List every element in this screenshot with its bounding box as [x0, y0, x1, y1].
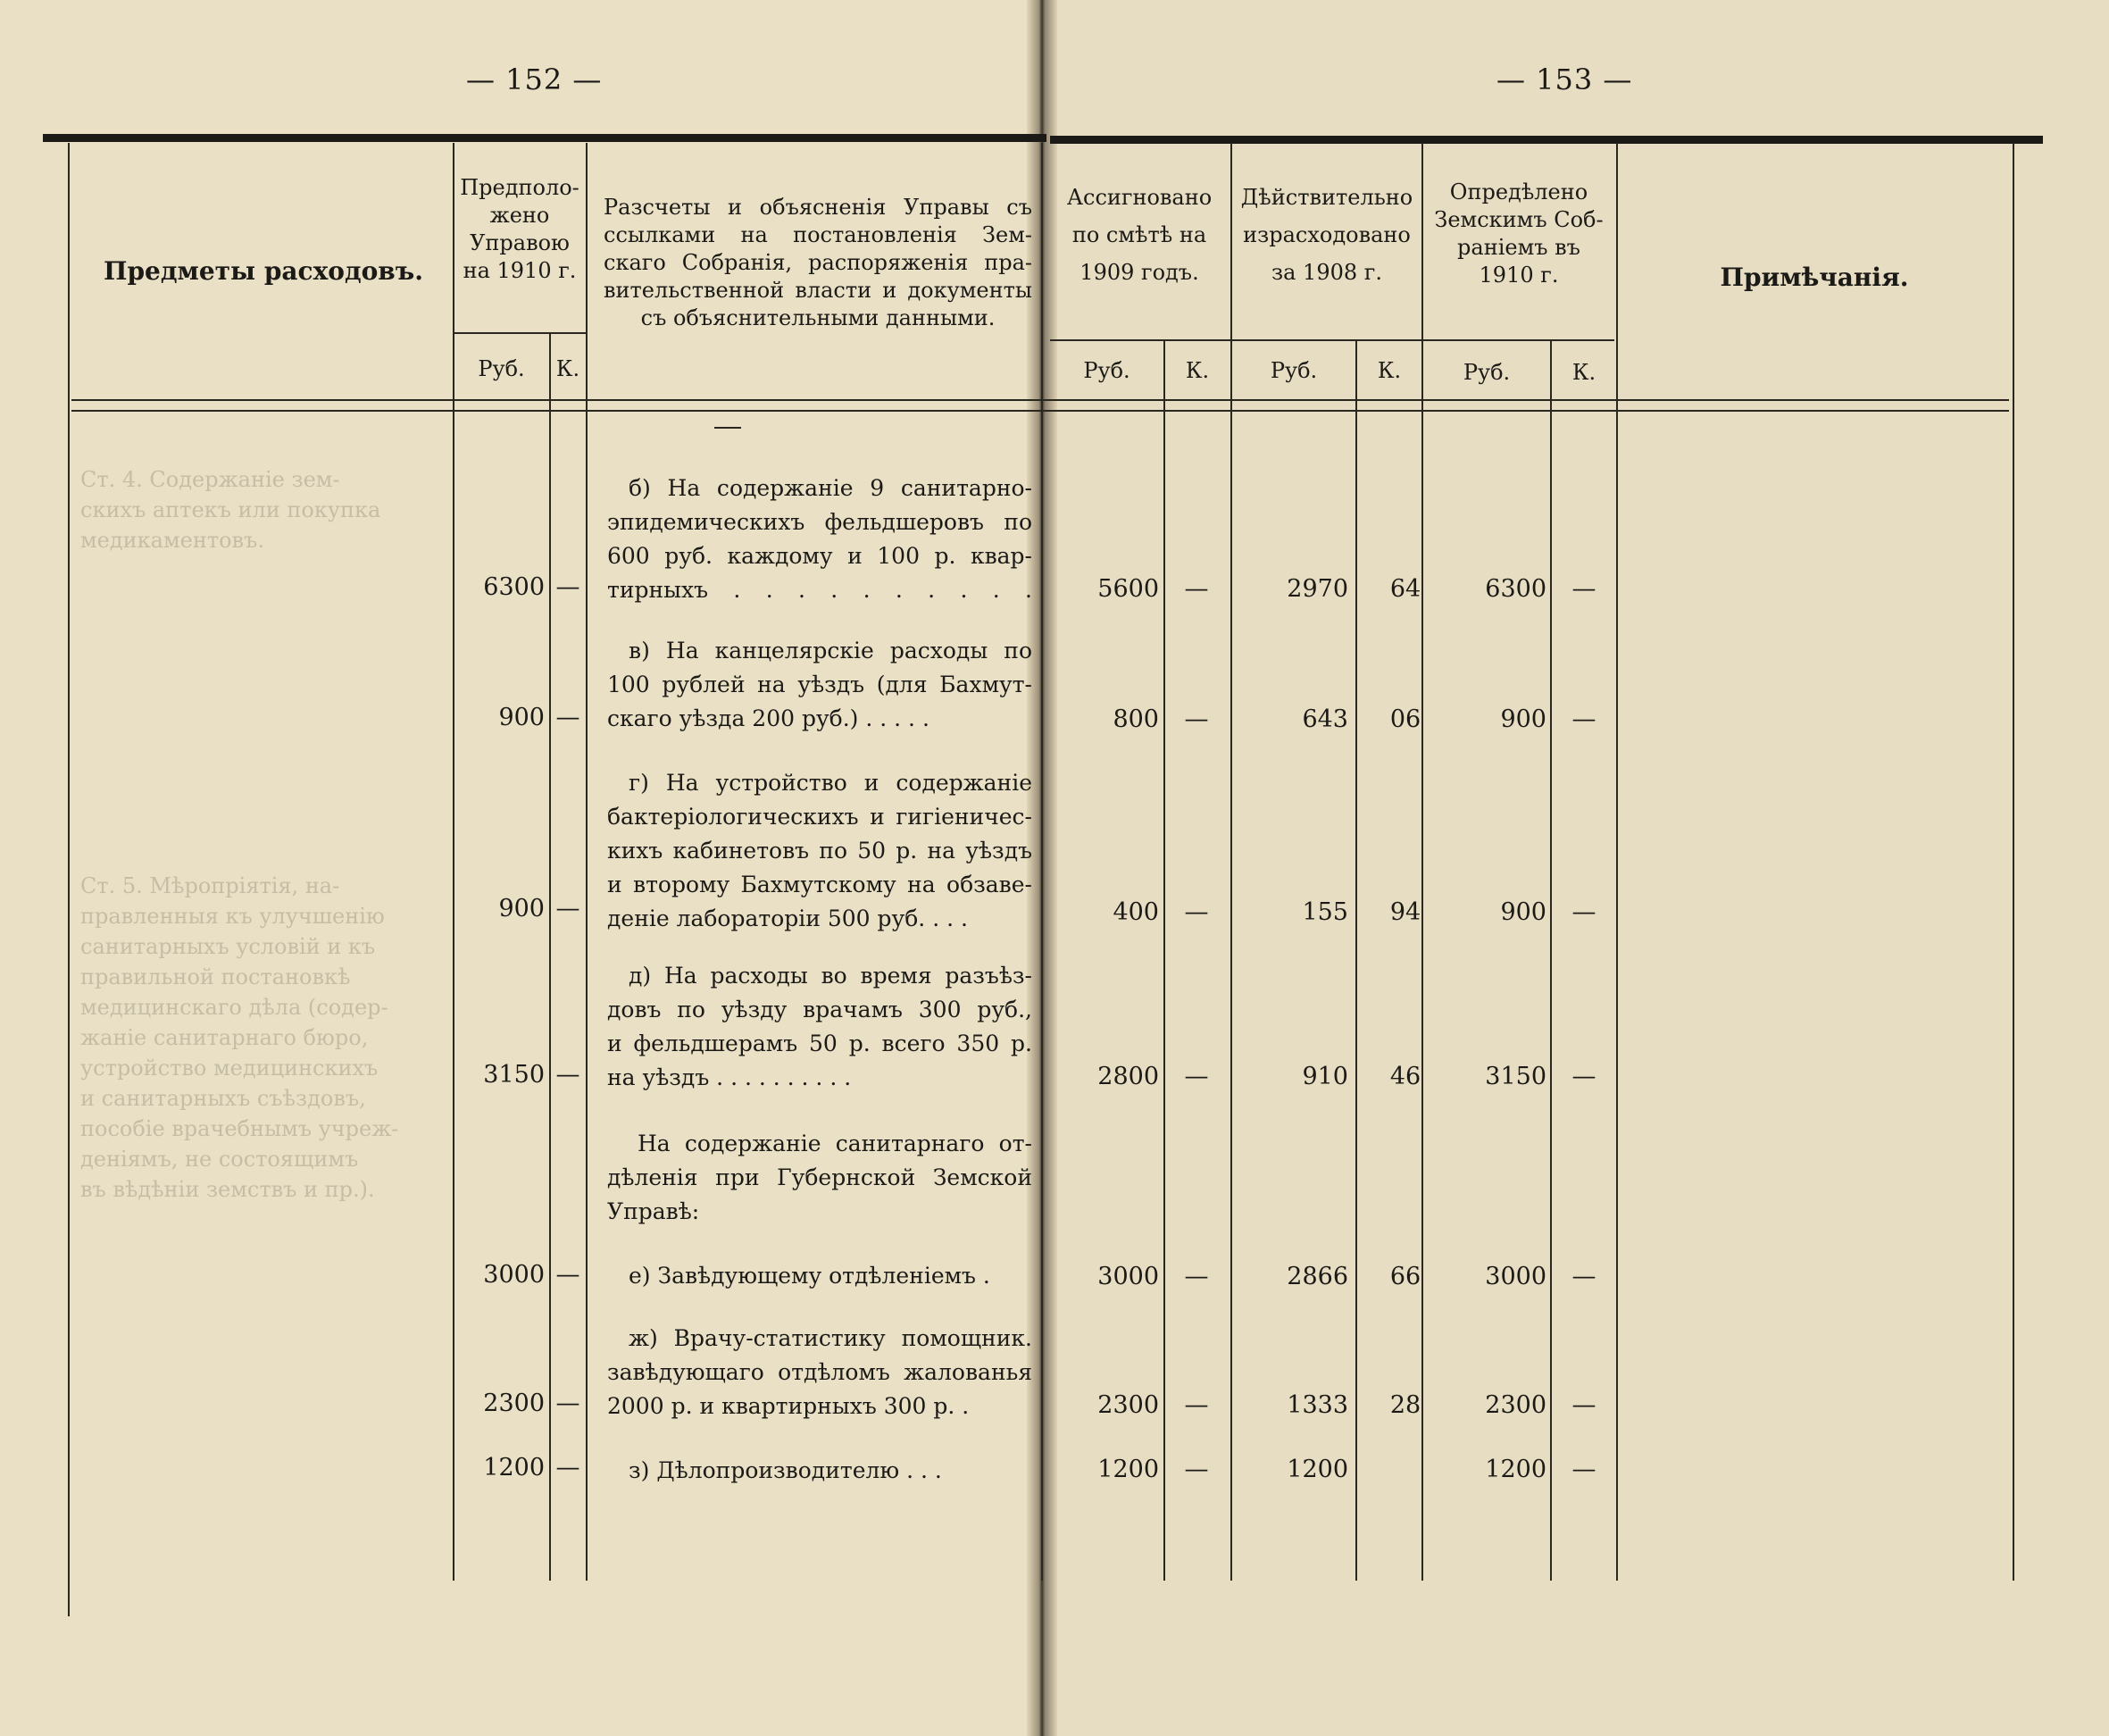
section-sanitary-dept: На содержаніе санитарнаго от- дѣленія при Губернской Земской Управѣ:	[607, 1131, 1032, 1224]
row-zh-assigned-kop: —	[1184, 1391, 1209, 1419]
row-g-det-kop: —	[1571, 898, 1596, 926]
row-g-spent-rub: 155	[1302, 898, 1348, 926]
row-v-proposed-rub: 900	[498, 704, 545, 731]
row-zh-text: ж) Врачу-статистику помощник. завѣдующаго отдѣломъ жалованья 2000 р. и квартирныхъ 300 р. .	[607, 1325, 1032, 1419]
row-b-proposed-kop: —	[555, 573, 580, 601]
header-assigned: Ассигновано по смѣтѣ на 1909 годъ.	[1066, 185, 1213, 285]
row-b-assigned-kop: —	[1184, 575, 1209, 603]
row-v-text: в) На канцелярскіе расходы по 100 рублей на уѣздъ (для Бахмут- скаго уѣзда 200 руб.) . . . . .	[607, 638, 1032, 731]
row-e-det-kop: —	[1571, 1263, 1596, 1290]
row-b-text: б) На содержаніе 9 санитарно- эпидемическихъ фельдшеровъ по 600 руб. каждому и 100 р. квар- тирныхъ . . . . . . . . . .	[607, 475, 1032, 603]
row-z-det-rub: 1200	[1485, 1456, 1546, 1483]
header-items: Предметы расходовъ.	[104, 256, 423, 286]
row-d-det-kop: —	[1571, 1063, 1596, 1090]
row-g-assigned-kop: —	[1184, 898, 1209, 926]
row-e-det-rub: 3000	[1485, 1263, 1546, 1290]
row-g-proposed-rub: 900	[498, 895, 545, 922]
row-e-spent-kop: 66	[1389, 1263, 1421, 1290]
row-e-assigned-rub: 3000	[1097, 1263, 1159, 1290]
row-b-spent-rub: 2970	[1287, 575, 1348, 603]
col-line-3	[586, 143, 588, 1581]
row-b-det-kop: —	[1571, 575, 1596, 603]
divider-dash	[714, 427, 741, 429]
subhdr-spent-rub: Руб.	[1270, 358, 1318, 383]
header-rule-1	[71, 399, 2009, 401]
col-line-9	[1550, 339, 1552, 1581]
row-zh-spent-kop: 28	[1389, 1391, 1421, 1419]
row-z-assigned-kop: —	[1184, 1456, 1209, 1483]
col-line-7	[1355, 339, 1357, 1581]
subhdr-assigned-kop: К.	[1185, 358, 1210, 383]
subhdr-proposed-kop: К.	[555, 356, 580, 381]
row-v-spent-kop: 06	[1389, 705, 1421, 733]
subhdr-rule-right	[1050, 339, 1614, 341]
row-zh-spent-rub: 1333	[1287, 1391, 1348, 1419]
page-number-right: — 153 —	[1496, 63, 1633, 96]
header-determined: Опредѣлено Земскимъ Соб- раніемъ въ 1910 г.	[1434, 179, 1604, 288]
row-z-text: з) Дѣлопроизводителю . . .	[629, 1457, 942, 1483]
bleed-through-left-2: Ст. 5. Мѣропріятія, на- правленныя къ улучшенію санитарныхъ условій и къ правильной постановкѣ медицинскаго дѣла (содер- жаніе санитарнаго бюро, устройство медицинскихъ и санитарныхъ съѣздовъ, пособіе врачебнымъ учреж- деніямъ, не состоящимъ въ вѣдѣніи земствъ и пр.).	[80, 873, 399, 1202]
row-zh-assigned-rub: 2300	[1097, 1391, 1159, 1419]
row-d-det-rub: 3150	[1485, 1063, 1546, 1090]
row-d-assigned-kop: —	[1184, 1063, 1209, 1090]
bleed-through-left: Ст. 4. Содержаніе зем- скихъ аптекъ или покупка медикаментовъ.	[80, 467, 381, 553]
row-z-proposed-rub: 1200	[483, 1454, 545, 1481]
row-e-proposed-rub: 3000	[483, 1261, 545, 1289]
row-zh-det-kop: —	[1571, 1391, 1596, 1419]
row-zh-det-rub: 2300	[1485, 1391, 1546, 1419]
row-g-assigned-rub: 400	[1113, 898, 1159, 926]
row-v-assigned-kop: —	[1184, 705, 1209, 733]
col-line-0	[68, 143, 70, 1616]
row-v-det-kop: —	[1571, 705, 1596, 733]
row-e-spent-rub: 2866	[1287, 1263, 1348, 1290]
header-explanations: Разсчеты и объясненія Управы съ ссылками на постановленія Зем- скаго Собранія, распоряженія пра- вительственной власти и документы съ объяснительными данными.	[604, 195, 1032, 330]
row-e-proposed-kop: —	[555, 1261, 580, 1289]
row-b-assigned-rub: 5600	[1097, 575, 1159, 603]
subhdr-proposed-rub: Руб.	[478, 356, 525, 381]
row-z-assigned-rub: 1200	[1097, 1456, 1159, 1483]
header-rule-2	[71, 410, 2009, 412]
col-line-11	[2013, 143, 2014, 1581]
row-v-proposed-kop: —	[555, 704, 580, 731]
header-notes: Примѣчанія.	[1720, 263, 1909, 292]
subhdr-rule-proposed	[454, 332, 586, 334]
row-zh-proposed-kop: —	[555, 1390, 580, 1417]
row-b-spent-kop: 64	[1389, 575, 1421, 603]
row-d-spent-rub: 910	[1302, 1063, 1348, 1090]
top-rule-right	[1050, 136, 2043, 144]
col-line-5	[1163, 339, 1165, 1581]
row-g-proposed-kop: —	[555, 895, 580, 922]
subhdr-det-rub: Руб.	[1463, 360, 1511, 385]
row-b-det-rub: 6300	[1485, 575, 1546, 603]
row-d-proposed-kop: —	[555, 1061, 580, 1089]
row-g-det-rub: 900	[1500, 898, 1546, 926]
row-d-text: д) На расходы во время разъѣз- довъ по уѣзду врачамъ 300 руб., и фельдшерамъ 50 р. всего 350 р. на уѣздъ . . . . . . . . . .	[607, 963, 1032, 1090]
row-z-det-kop: —	[1571, 1456, 1596, 1483]
page-number-left: — 152 —	[466, 63, 603, 96]
row-d-assigned-rub: 2800	[1097, 1063, 1159, 1090]
subhdr-spent-kop: К.	[1377, 358, 1402, 383]
row-z-proposed-kop: —	[555, 1454, 580, 1481]
row-e-text: е) Завѣдующему отдѣленіемъ .	[629, 1263, 990, 1289]
row-zh-proposed-rub: 2300	[483, 1390, 545, 1417]
top-rule-left	[43, 134, 1046, 142]
subhdr-assigned-rub: Руб.	[1083, 358, 1130, 383]
row-g-text: г) На устройство и содержаніе бактеріологическихъ и гигіеничес- кихъ кабинетовъ по 50 р. на уѣздъ и второму Бахмутскому на обзаве- деніе лабораторіи 500 руб. . . .	[607, 770, 1032, 931]
subhdr-det-kop: К.	[1571, 360, 1596, 385]
row-e-assigned-kop: —	[1184, 1263, 1209, 1290]
row-z-spent-rub: 1200	[1287, 1456, 1348, 1483]
row-g-spent-kop: 94	[1389, 898, 1421, 926]
row-v-spent-rub: 643	[1302, 705, 1348, 733]
row-b-proposed-rub: 6300	[483, 573, 545, 601]
col-line-4	[1041, 143, 1043, 1581]
row-d-spent-kop: 46	[1389, 1063, 1421, 1090]
row-d-proposed-rub: 3150	[483, 1061, 545, 1089]
row-v-det-rub: 900	[1500, 705, 1546, 733]
row-v-assigned-rub: 800	[1113, 705, 1159, 733]
col-line-10	[1616, 143, 1618, 1581]
header-proposed: Предполо- жено Управою на 1910 г.	[460, 175, 579, 283]
header-spent: Дѣйствительно израсходовано за 1908 г.	[1240, 185, 1413, 285]
